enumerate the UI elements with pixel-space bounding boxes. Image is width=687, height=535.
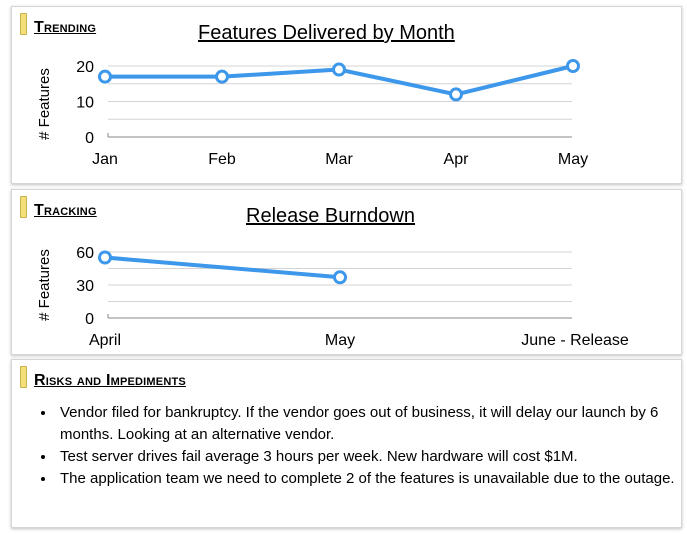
tracking-chart: [12, 190, 681, 354]
x-tick-label: Feb: [208, 151, 236, 168]
risks-list: [34, 402, 686, 490]
risks-heading: Risks and Impediments: [34, 372, 186, 389]
y-axis-label: # Features: [36, 249, 53, 321]
y-tick-label: 0: [85, 130, 94, 147]
y-tick-label: 10: [76, 94, 94, 112]
y-axis-label: # Features: [36, 68, 53, 140]
trending-heading: Trending: [34, 19, 97, 36]
risks-panel: [11, 359, 682, 528]
data-point: [334, 64, 345, 75]
x-tick-label: April: [88, 332, 122, 349]
data-point: [100, 252, 111, 263]
risk-item: • Test server drives fail average 3 hours per week. New hardware will cost $1M.: [56, 446, 686, 468]
trending-chart: [12, 7, 681, 183]
risk-item: • The application team we need to complete 2 of the features is unavailable due to the outage.: [56, 468, 686, 490]
y-tick-label: 60: [76, 245, 94, 262]
x-tick-label: May: [557, 151, 589, 168]
risk-item: • Vendor filed for bankruptcy. If the vendor goes out of business, it will delay our launch by 6 months. Looking at an alternative vendor.: [56, 402, 686, 446]
trending-chart-title: Features Delivered by Month: [198, 22, 455, 44]
x-tick-label: Jan: [92, 151, 118, 168]
x-tick-label: June - Release: [521, 332, 629, 349]
data-point: [217, 71, 228, 82]
data-point: [451, 89, 462, 100]
data-point: [568, 61, 579, 72]
series-line: [105, 258, 340, 278]
tracking-chart-title: Release Burndown: [246, 205, 415, 227]
y-tick-label: 30: [76, 278, 94, 295]
tracking-heading: Tracking: [34, 202, 97, 219]
trending-panel: [11, 6, 682, 184]
y-tick-label: 0: [85, 311, 94, 328]
x-tick-label: May: [324, 332, 356, 349]
x-tick-label: Mar: [325, 151, 353, 168]
data-point: [335, 272, 346, 283]
tracking-panel: [11, 189, 682, 355]
data-point: [100, 71, 111, 82]
note-tab-icon: [20, 366, 27, 388]
x-tick-label: Apr: [443, 151, 469, 168]
y-tick-label: 20: [76, 59, 94, 76]
